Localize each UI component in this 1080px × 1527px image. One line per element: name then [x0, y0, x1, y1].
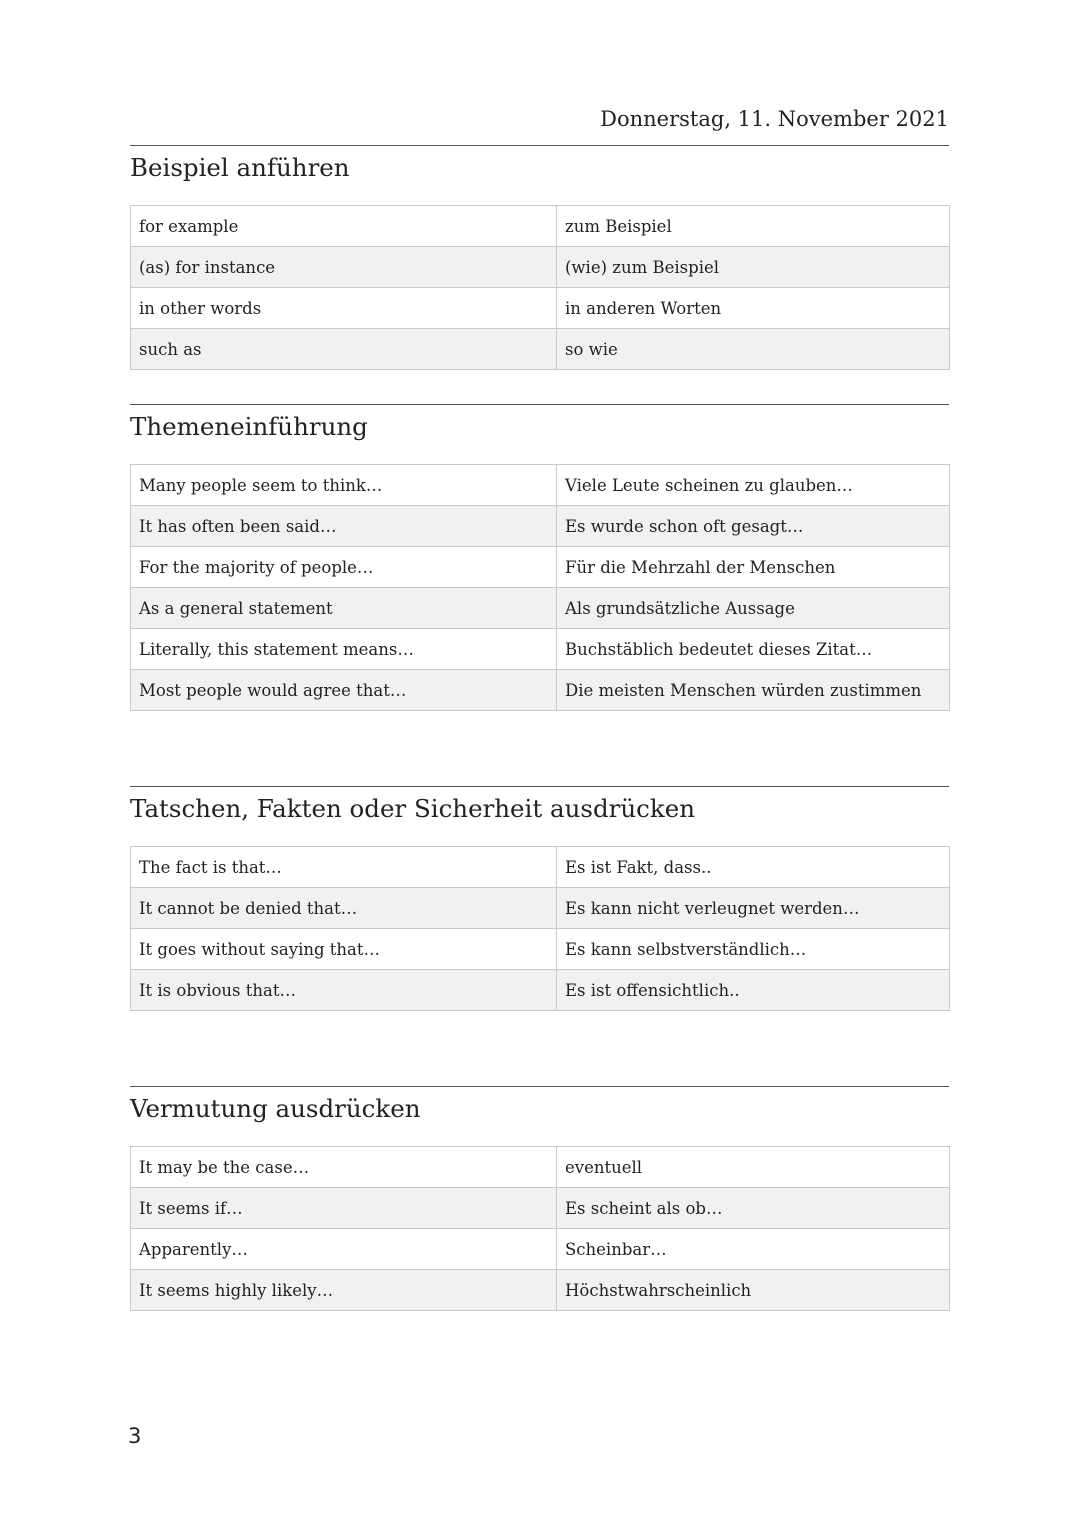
vocab-table [130, 205, 950, 370]
table-row [131, 970, 950, 1011]
section-divider [130, 786, 949, 787]
german-cell: Es scheint als ob… [557, 1188, 950, 1229]
german-cell: zum Beispiel [557, 206, 950, 247]
german-cell: Höchstwahrscheinlich [557, 1270, 950, 1311]
table-row [131, 1270, 950, 1311]
section-title: Tatschen, Fakten oder Sicherheit ausdrücken [130, 794, 696, 823]
german-cell: Für die Mehrzahl der Menschen [557, 547, 950, 588]
table-row [131, 206, 950, 247]
page-date: Donnerstag, 11. November 2021 [600, 107, 949, 131]
german-cell: Buchstäblich bedeutet dieses Zitat… [557, 629, 950, 670]
table-row [131, 670, 950, 711]
english-cell: It seems if… [131, 1188, 557, 1229]
english-cell: Many people seem to think… [131, 465, 557, 506]
german-cell: in anderen Worten [557, 288, 950, 329]
german-cell: Viele Leute scheinen zu glauben… [557, 465, 950, 506]
german-cell: so wie [557, 329, 950, 370]
english-cell: (as) for instance [131, 247, 557, 288]
section-divider [130, 145, 949, 146]
english-cell: It is obvious that… [131, 970, 557, 1011]
german-cell: Es kann selbstverständlich… [557, 929, 950, 970]
table-row [131, 629, 950, 670]
english-cell: Literally, this statement means… [131, 629, 557, 670]
table-row [131, 1147, 950, 1188]
english-cell: such as [131, 329, 557, 370]
german-cell: Es kann nicht verleugnet werden… [557, 888, 950, 929]
section-title: Themeneinführung [130, 412, 368, 441]
english-cell: It seems highly likely… [131, 1270, 557, 1311]
section-themeneinfuehrung [130, 404, 949, 711]
english-cell: As a general statement [131, 588, 557, 629]
german-cell: Es ist offensichtlich.. [557, 970, 950, 1011]
section-title: Vermutung ausdrücken [130, 1094, 421, 1123]
german-cell: eventuell [557, 1147, 950, 1188]
english-cell: For the majority of people… [131, 547, 557, 588]
table-row [131, 547, 950, 588]
german-cell: Scheinbar… [557, 1229, 950, 1270]
german-cell: Als grundsätzliche Aussage [557, 588, 950, 629]
vocab-table [130, 846, 950, 1011]
table-row [131, 888, 950, 929]
section-tatsachen-ausdruecken [130, 786, 949, 1011]
english-cell: in other words [131, 288, 557, 329]
english-cell: for example [131, 206, 557, 247]
table-row [131, 1229, 950, 1270]
section-beispiel-anfuehren [130, 145, 949, 370]
page-number: 3 [128, 1424, 142, 1448]
german-cell: Die meisten Menschen würden zustimmen [557, 670, 950, 711]
english-cell: It goes without saying that… [131, 929, 557, 970]
section-divider [130, 1086, 949, 1087]
table-row [131, 506, 950, 547]
table-row [131, 247, 950, 288]
english-cell: The fact is that… [131, 847, 557, 888]
table-row [131, 465, 950, 506]
english-cell: Apparently… [131, 1229, 557, 1270]
table-row [131, 588, 950, 629]
section-divider [130, 404, 949, 405]
section-title: Beispiel anführen [130, 153, 350, 182]
german-cell: (wie) zum Beispiel [557, 247, 950, 288]
table-row [131, 329, 950, 370]
german-cell: Es ist Fakt, dass.. [557, 847, 950, 888]
english-cell: It may be the case… [131, 1147, 557, 1188]
table-row [131, 847, 950, 888]
english-cell: It has often been said… [131, 506, 557, 547]
english-cell: It cannot be denied that… [131, 888, 557, 929]
table-row [131, 288, 950, 329]
section-vermutung-ausdruecken [130, 1086, 949, 1311]
english-cell: Most people would agree that… [131, 670, 557, 711]
german-cell: Es wurde schon oft gesagt… [557, 506, 950, 547]
table-row [131, 1188, 950, 1229]
table-row [131, 929, 950, 970]
vocab-table [130, 1146, 950, 1311]
vocab-table [130, 464, 950, 711]
